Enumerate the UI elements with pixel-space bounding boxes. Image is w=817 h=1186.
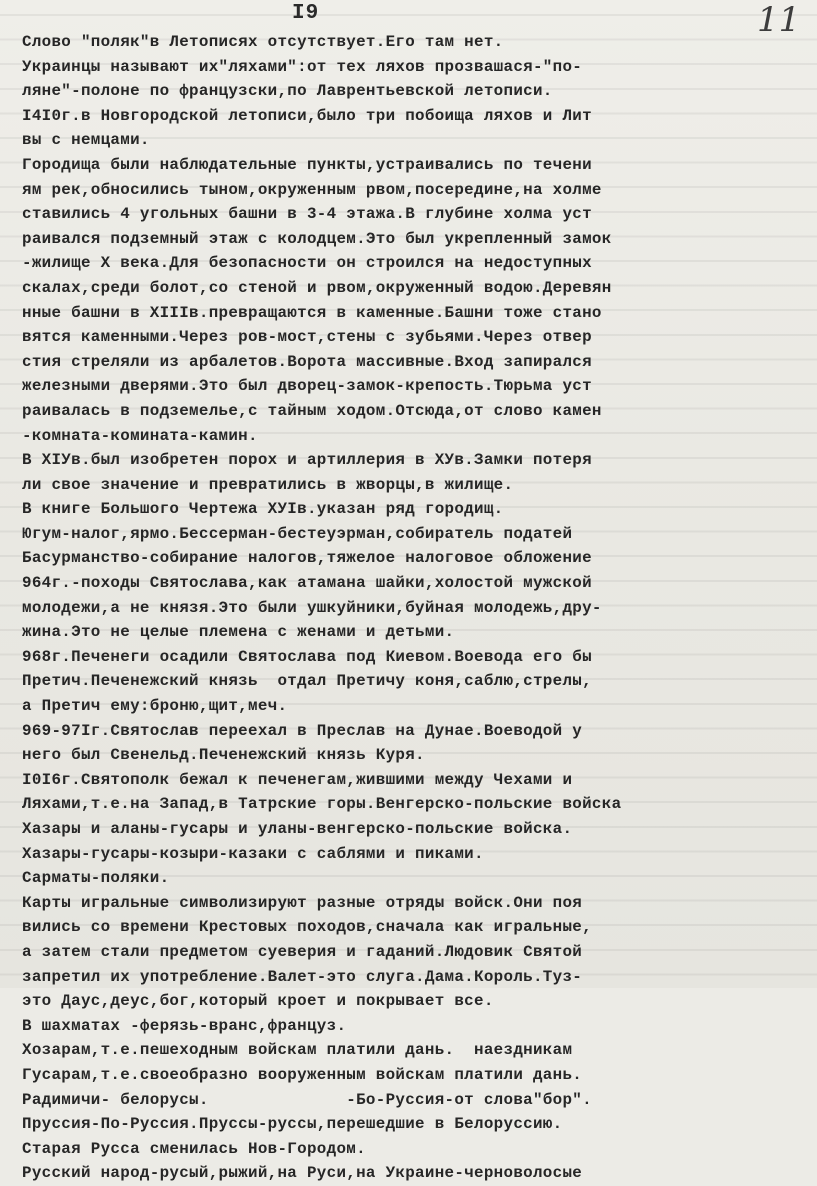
text-line: Украинцы называют их"ляхами":от тех ляхов прозвашася-"по- [22, 57, 583, 76]
text-line: Югум-налог,ярмо.Бессерман-бестеуэрман,собиратель податей [22, 524, 573, 543]
text-line: Радимичи- белорусы. -Бо-Руссия-от слова"бор". [22, 1090, 592, 1109]
text-line: а Претич ему:броню,щит,меч. [22, 697, 288, 716]
text-line: Русский народ-русый,рыжий,на Руси,на Украине-черноволосые [22, 1164, 583, 1183]
text-line: I4I0г.в Новгородской летописи,было три побоища ляхов и Лит [22, 106, 592, 125]
text-line: -комната-комината-камин. [22, 426, 258, 445]
text-line: В XIУв.был изобретен порох и артиллерия в ХУв.Замки потеря [22, 451, 592, 470]
text-line: I0I6г.Святополк бежал к печенегам,жившими между Чехами и [22, 770, 573, 789]
text-line: Хозарам,т.е.пешеходным войскам платили дань. наездникам [22, 1041, 573, 1060]
text-line: Старая Русса сменилась Нов-Городом. [22, 1139, 366, 1158]
text-line: вятся каменными.Через ров-мост,стены с зубьями.Через отвер [22, 328, 592, 347]
text-line: Претич.Печенежский князь отдал Претичу коня,саблю,стрелы, [22, 672, 592, 691]
text-line: раивался подземный этаж с колодцем.Это был укрепленный замок [22, 229, 612, 248]
text-line: 964г.-походы Святослава,как атамана шайки,холостой мужской [22, 574, 592, 593]
text-line: ям рек,обносились тыном,окруженным рвом,посередине,на холме [22, 180, 602, 199]
text-line: 968г.Печенеги осадили Святослава под Киевом.Воевода его бы [22, 647, 592, 666]
page-number: I9 [292, 2, 320, 25]
text-line: Слово "поляк"в Летописях отсутствует.Его там нет. [22, 33, 504, 51]
text-line: Хазары-гусары-козыри-казаки с саблями и пиками. [22, 844, 484, 863]
text-line: нные башни в XIIIв.превращаются в каменные.Башни тоже стано [22, 303, 602, 322]
text-line: Пруссия-По-Руссия.Пруссы-руссы,перешедшие в Белоруссию. [22, 1115, 563, 1134]
text-line: В шахматах -ферязь-вранс,француз. [22, 1016, 347, 1035]
text-line: Городища были наблюдательные пункты,устраивались по течени [22, 155, 592, 174]
text-line: Басурманство-собирание налогов,тяжелое налоговое обложение [22, 549, 592, 568]
text-line: ставились 4 угольных башни в 3-4 этажа.В глубине холма уст [22, 205, 592, 224]
text-line: вились со времени Крестовых походов,сначала как игральные, [22, 918, 592, 937]
text-line: 969-97Iг.Святослав переехал в Преслав на Дунае.Воеводой у [22, 721, 583, 740]
text-line: а затем стали предметом суеверия и гаданий.Людовик Святой [22, 942, 583, 961]
text-line: В книге Большого Чертежа ХУIв.указан ряд городищ. [22, 500, 504, 519]
typed-text-body [22, 30, 812, 1186]
text-line: вы с немцами. [22, 131, 150, 150]
text-line: стия стреляли из арбалетов.Ворота массивные.Вход запирался [22, 352, 592, 371]
text-line: -жилище X века.Для безопасности он строился на недоступных [22, 254, 592, 273]
text-line: молодежи,а не князя.Это были ушкуйники,буйная молодежь,дру- [22, 598, 602, 617]
text-line: это Дауc,деус,бог,который кроет и покрывает все. [22, 992, 494, 1011]
text-line: железными дверями.Это был дворец-замок-крепость.Тюрьма уст [22, 377, 592, 396]
text-line: запретил их употребление.Валет-это слуга.Дама.Король.Туз- [22, 967, 583, 986]
text-line: Хазары и аланы-гусары и уланы-венгерско-польские войска. [22, 820, 573, 838]
text-line: жина.Это не целые племена с женами и детьми. [22, 623, 455, 642]
text-line: Сарматы-поляки. [22, 869, 170, 888]
text-line: скалах,среди болот,со стеной и рвом,окруженный водою.Деревян [22, 278, 612, 297]
text-line: Карты игральные символизируют разные отряды войск.Они поя [22, 893, 583, 912]
text-line: Гусарам,т.е.своеобразно вооруженным войскам платили дань. [22, 1065, 583, 1084]
text-line: ляне"-полоне по французски,по Лаврентьевской летописи. [22, 82, 553, 101]
text-line: ли свое значение и превратились в жворцы,в жилище. [22, 475, 514, 494]
text-line: Ляхами,т.е.на Запад,в Татрские горы.Венгерско-польские войска [22, 795, 622, 814]
text-line: него был Свенельд.Печенежский князь Куря. [22, 746, 425, 765]
text-line: раивалась в подземелье,с тайным ходом.Отсюда,от слово камен [22, 401, 602, 420]
handwritten-sheet-number: 11 [757, 0, 801, 40]
